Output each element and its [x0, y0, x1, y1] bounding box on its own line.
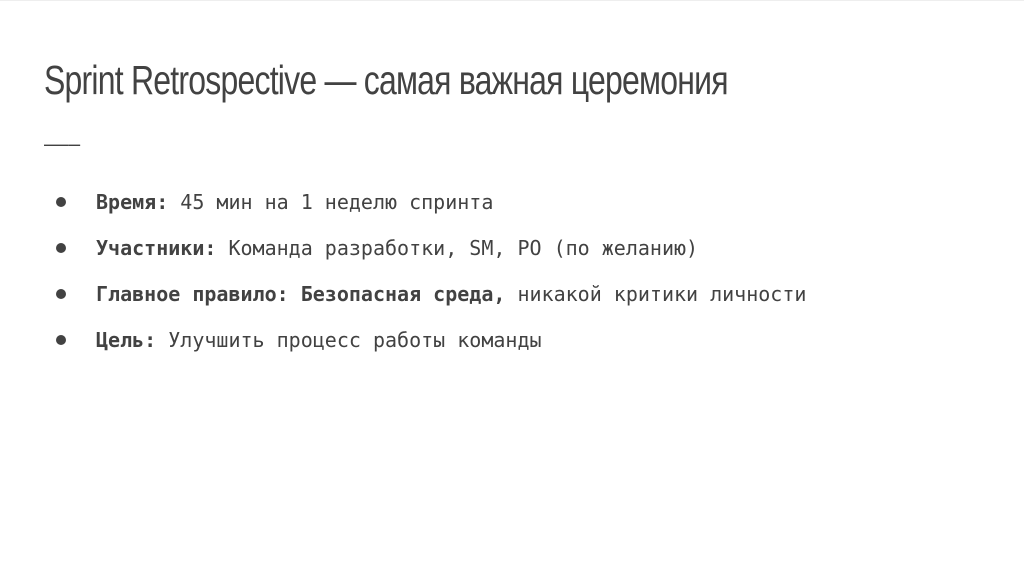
bullet-text: Улучшить процесс работы команды	[156, 328, 542, 352]
bullet-text: Команда разработки, SM, PO (по желанию)	[216, 236, 699, 260]
bullet-term: Цель:	[96, 328, 157, 352]
bullet-text: никакой критики личности	[505, 282, 807, 306]
bullet-item-time	[56, 179, 936, 225]
title-divider: ———	[44, 132, 81, 156]
bullet-term: Участники:	[96, 236, 217, 260]
bullet-dot-icon	[56, 335, 66, 345]
bullet-dot-icon	[56, 243, 66, 253]
slide-title: Sprint Retrospective — самая важная церемония	[44, 57, 728, 103]
bullet-item-participants	[56, 225, 936, 271]
bullet-dot-icon	[56, 289, 66, 299]
bullet-term: Время:	[96, 190, 169, 214]
bullet-list	[56, 179, 936, 363]
bullet-item-main-rule	[56, 271, 936, 317]
bullet-text: 45 мин на 1 неделю спринта	[168, 190, 494, 214]
bullet-item-goal	[56, 317, 936, 363]
bullet-term: Главное правило: Безопасная среда,	[96, 282, 506, 306]
bullet-dot-icon	[56, 197, 66, 207]
